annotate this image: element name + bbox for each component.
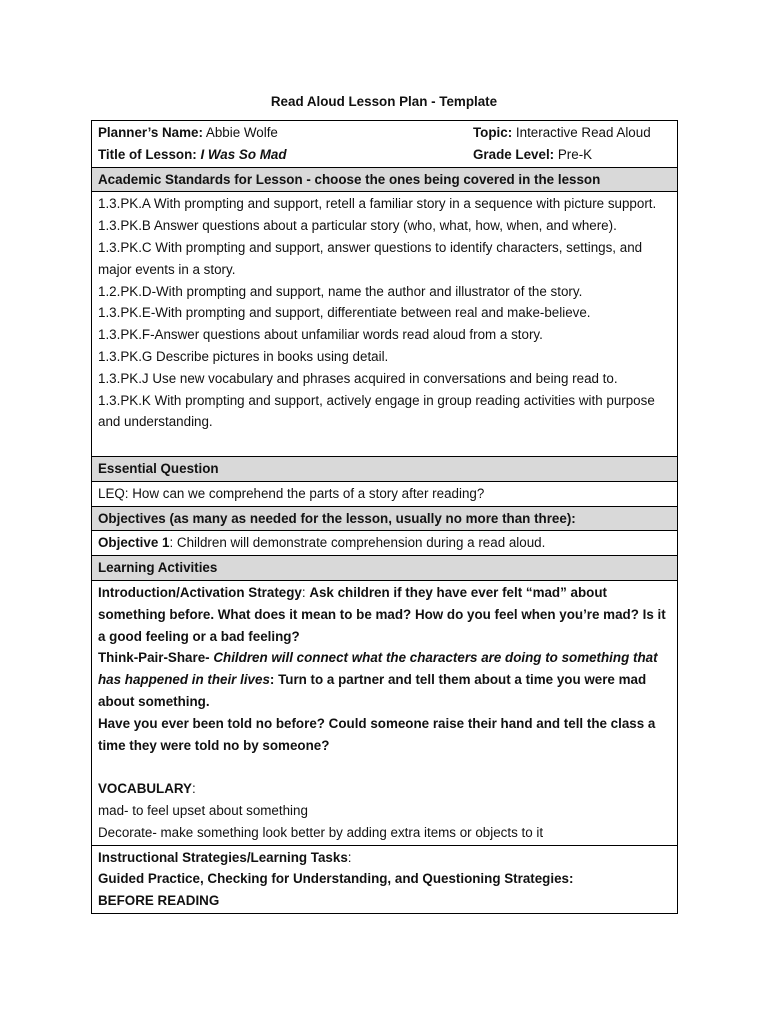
vocab-item: mad- to feel upset about something: [98, 802, 308, 818]
lesson-title-label: Title of Lesson:: [98, 146, 197, 162]
intro-text: Ask children if they have ever felt “mad” about something before. What does it mean to be mad? How do you feel when you’re mad? Is it a good feeling or a bad feeling?: [98, 584, 666, 644]
grade-value: Pre-K: [557, 146, 593, 162]
planner-value: Abbie Wolfe: [205, 125, 278, 140]
standard-item: 1.3.PK.G Describe pictures in books using detail.: [98, 348, 389, 364]
header-row: [92, 121, 677, 168]
before-reading-text: BEFORE READING: [98, 893, 220, 909]
guided-practice: [98, 868, 671, 890]
topic-line: [473, 122, 671, 144]
blank-line: [98, 756, 671, 778]
grade-label: Grade Level:: [473, 146, 555, 162]
think-pair-share: [98, 647, 671, 712]
vocab-colon: :: [191, 781, 196, 797]
topic-value: Interactive Read Aloud: [515, 125, 651, 140]
essential-question-text: LEQ: How can we comprehend the parts of a story after reading?: [92, 482, 677, 507]
standard-item: 1.3.PK.B Answer questions about a particular story (who, what, how, when, and where).: [98, 218, 617, 234]
lesson-title-value: I Was So Mad: [200, 146, 287, 162]
intro-label: Introduction/Activation Strategy: [98, 584, 302, 600]
learning-activities-body: [92, 581, 677, 846]
instructional-heading: [98, 847, 671, 869]
objective-1-label: Objective 1: [98, 535, 170, 551]
tps-italic: Children will connect what the characters are doing to something that has happened in their lives: [98, 650, 658, 688]
told-no-text: Have you ever been told no before? Could someone raise their hand and tell the class a time they were told no by someone?: [98, 715, 656, 753]
page-title: Read Aloud Lesson Plan - Template: [270, 94, 498, 109]
grade-line: [473, 144, 671, 166]
instructional-strategies: [92, 846, 677, 913]
standard-item: 1.3.PK.K With prompting and support, actively engage in group reading activities with purpose and understanding.: [98, 392, 655, 430]
standard-item: 1.2.PK.D-With prompting and support, name the author and illustrator of the story.: [98, 283, 583, 299]
objectives-heading: Objectives (as many as needed for the lesson, usually no more than three):: [92, 507, 677, 532]
told-no-question: [98, 713, 671, 757]
standard-item: 1.3.PK.C With prompting and support, answer questions to identify characters, settings, and major events in a story.: [98, 239, 643, 277]
vocabulary-heading: [98, 778, 671, 800]
intro-colon: :: [301, 584, 310, 600]
objective-1-text: : Children will demonstrate comprehension during a read aloud.: [169, 535, 546, 551]
lesson-title-line: [98, 144, 473, 166]
instructional-label: Instructional Strategies/Learning Tasks: [98, 849, 348, 865]
learning-activities-heading: Learning Activities: [92, 556, 677, 581]
before-reading: [98, 890, 671, 912]
standard-item: 1.3.PK.E-With prompting and support, differentiate between real and make-believe.: [98, 305, 591, 321]
vocab-item: Decorate- make something look better by adding extra items or objects to it: [98, 824, 544, 840]
header-left: [98, 122, 473, 166]
standard-item: 1.3.PK.F-Answer questions about unfamiliar words read aloud from a story.: [98, 327, 543, 343]
objective-1: [92, 531, 677, 556]
topic-label: Topic:: [473, 125, 513, 140]
tps-label: Think-Pair-Share-: [98, 650, 214, 666]
standard-item: 1.3.PK.J Use new vocabulary and phrases acquired in conversations and being read to.: [98, 370, 618, 386]
planner-label: Planner’s Name:: [98, 125, 203, 140]
lesson-plan-table: [91, 120, 678, 914]
instructional-colon: :: [347, 849, 352, 865]
header-right: [473, 122, 671, 166]
intro-strategy: [98, 582, 671, 647]
standards-heading: Academic Standards for Lesson - choose the ones being covered in the lesson: [92, 168, 677, 193]
standard-item: 1.3.PK.A With prompting and support, retell a familiar story in a sequence with picture support.: [98, 196, 657, 212]
vocab-label: VOCABULARY: [98, 781, 192, 797]
blank-line: [98, 433, 671, 455]
planner-line: [98, 122, 473, 144]
essential-question-heading: Essential Question: [92, 457, 677, 482]
tps-text: : Turn to a partner and tell them about a time you were mad about something.: [98, 672, 647, 709]
guided-text: Guided Practice, Checking for Understanding, and Questioning Strategies:: [98, 871, 574, 887]
standards-list: [92, 192, 677, 457]
